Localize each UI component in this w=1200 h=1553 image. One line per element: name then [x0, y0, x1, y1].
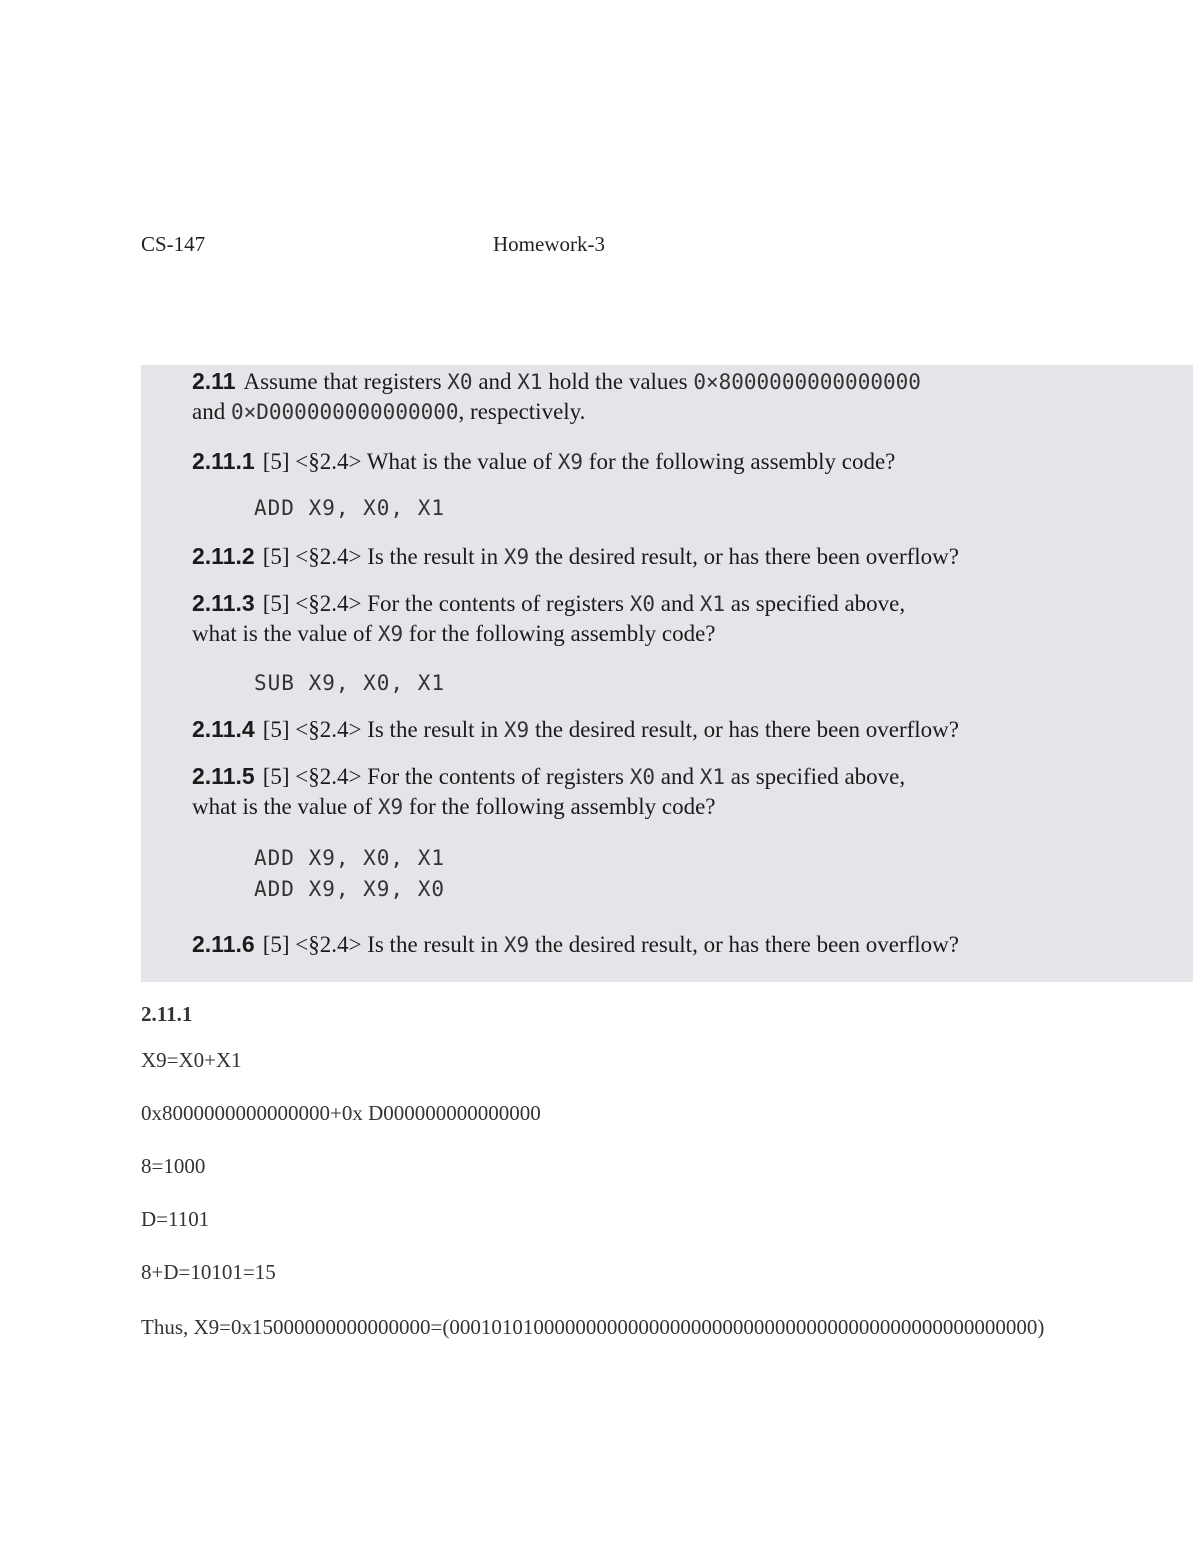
- question-2-11-3: 2.11.3 [5] <§2.4> For the contents of registers X0 and X1 as specified above, what is the value of X9 for the following assembly code?: [192, 590, 906, 646]
- code-block-3b: ADD X9, X9, X0: [254, 877, 446, 901]
- question-2-11-4: 2.11.4 [5] <§2.4> Is the result in X9 the desired result, or has there been overflow?: [192, 716, 960, 742]
- answer-line: D=1101: [141, 1207, 210, 1231]
- answer-line: 8=1000: [141, 1154, 206, 1178]
- question-2-11-6: 2.11.6 [5] <§2.4> Is the result in X9 the desired result, or has there been overflow?: [192, 931, 960, 957]
- answer-heading: 2.11.1: [141, 1002, 193, 1026]
- answer-line: 0x8000000000000000+0x D000000000000000: [141, 1101, 541, 1125]
- code-block-1: ADD X9, X0, X1: [254, 496, 446, 520]
- course-code: CS-147: [141, 232, 206, 256]
- answer-line: X9=X0+X1: [141, 1048, 242, 1072]
- code-block-2: SUB X9, X0, X1: [254, 671, 446, 695]
- question-2-11-1: 2.11.1 [5] <§2.4> What is the value of X9 for the following assembly code?: [192, 448, 896, 474]
- textbook-excerpt: [141, 365, 1193, 982]
- document-title: Homework-3: [493, 232, 605, 256]
- answer-conclusion: Thus, X9=0x15000000000000000=(00010101000000000000000000000000000000000000000000000000): [141, 1315, 1045, 1339]
- page-header: [141, 232, 1041, 262]
- answer-section: [141, 1002, 1101, 1368]
- question-2-11: 2.11 Assume that registers X0 and X1 hold the values 0×8000000000000000 and 0×D000000000000000, respectively.: [192, 368, 921, 424]
- question-2-11-5: 2.11.5 [5] <§2.4> For the contents of registers X0 and X1 as specified above, what is the value of X9 for the following assembly code?: [192, 763, 906, 819]
- code-block-3a: ADD X9, X0, X1: [254, 846, 446, 870]
- question-2-11-2: 2.11.2 [5] <§2.4> Is the result in X9 the desired result, or has there been overflow?: [192, 543, 960, 569]
- answer-line: 8+D=10101=15: [141, 1260, 276, 1284]
